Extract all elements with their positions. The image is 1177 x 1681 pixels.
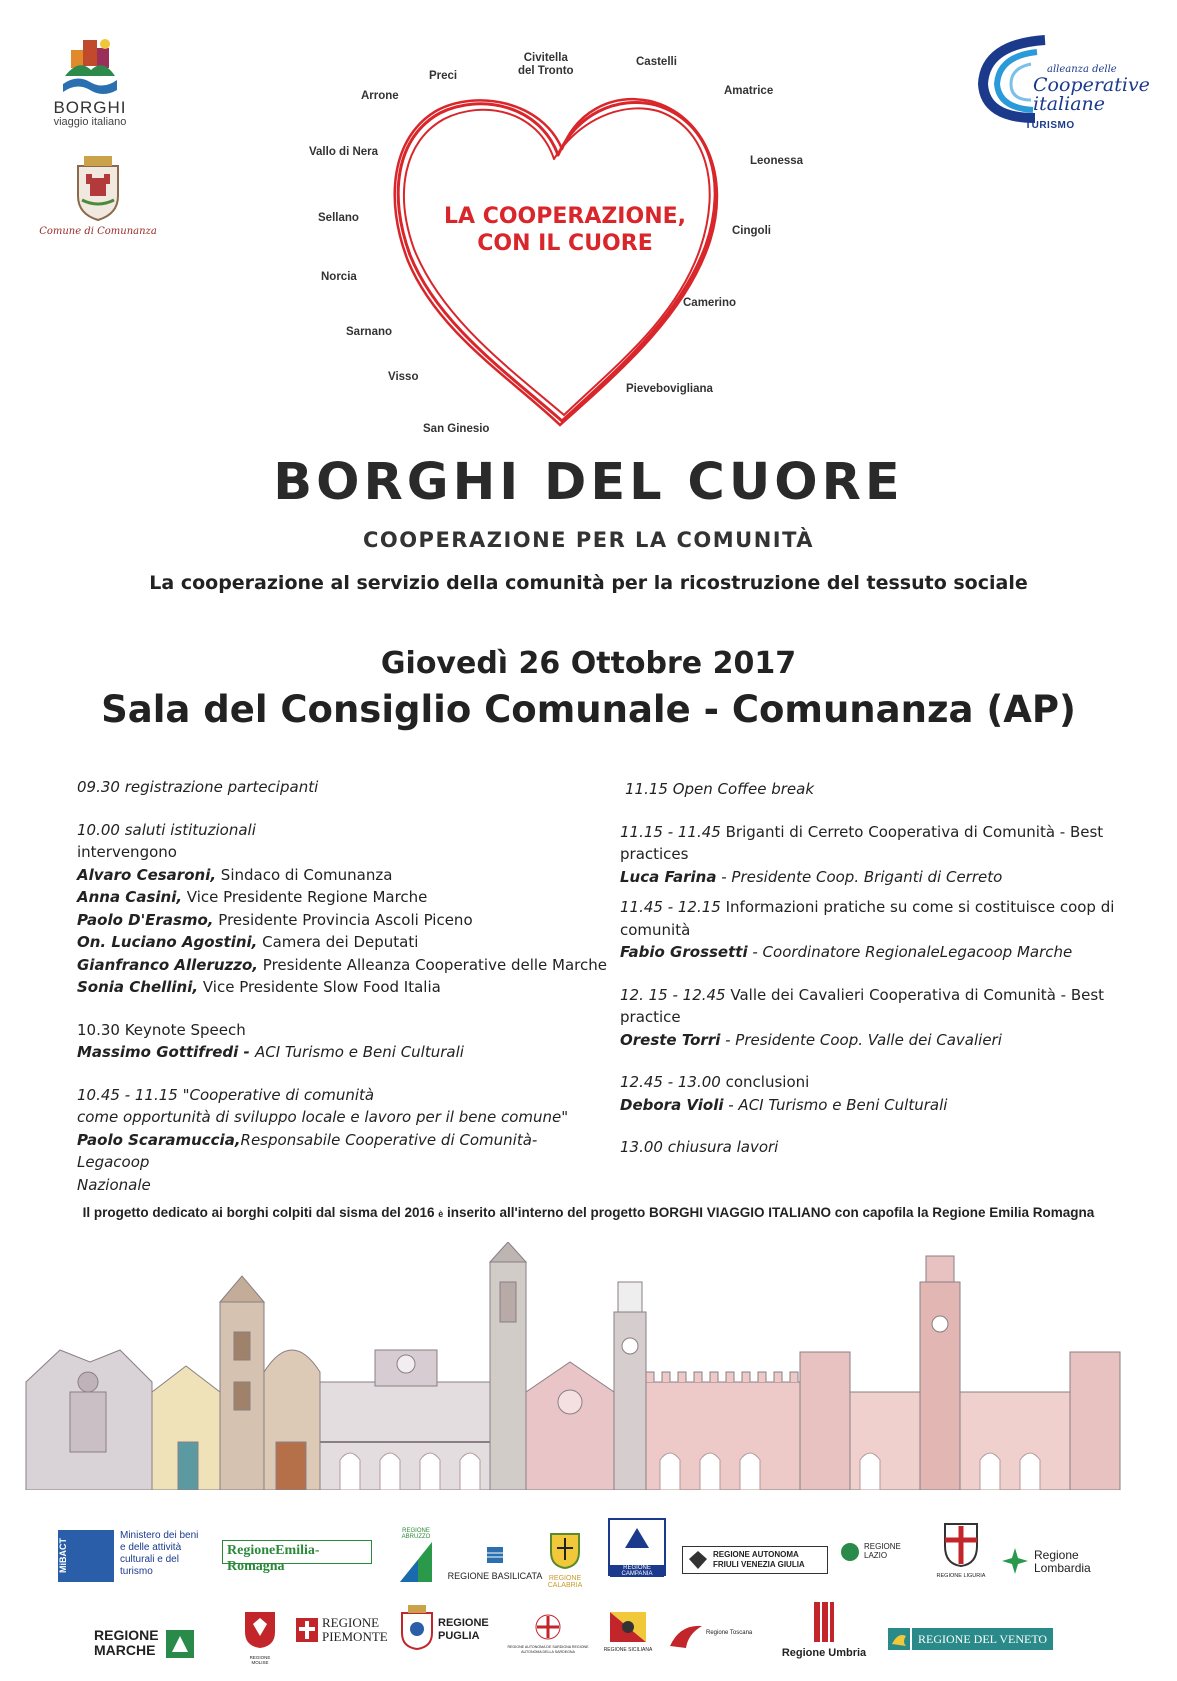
emilia-logo: RegioneEmilia-Romagna (222, 1540, 372, 1564)
town-camerino: Camerino (683, 297, 737, 309)
town-leonessa: Leonessa (750, 155, 804, 167)
program-item-keynote (77, 1019, 607, 1064)
aci-small-text: alleanza delle (1047, 64, 1117, 75)
marche-text1: REGIONE (94, 1627, 159, 1643)
cavalieri-title: Valle dei Cavalieri Cooperativa di Comunità - Best practice (620, 985, 1105, 1026)
piemonte-text2: PIEMONTE (322, 1629, 388, 1644)
greetings-text: 10.00 saluti istituzionali (77, 820, 256, 839)
conclusions-title: conclusioni (720, 1073, 810, 1091)
keynote-name: Massimo Gottifredi - (77, 1043, 255, 1061)
piemonte-text1: REGIONE (322, 1615, 380, 1630)
info-title: Informazioni pratiche su come si costituisce coop di comunità (620, 898, 1115, 939)
notice-part2: è (438, 1209, 444, 1219)
town-civitella-line2: del Tronto (518, 65, 574, 77)
marche-text2: MARCHE (94, 1642, 156, 1658)
molise-logo (242, 1610, 278, 1665)
heart-slogan-line2: CON IL CUORE (477, 231, 653, 256)
fvg-text1: REGIONE AUTONOMA (713, 1550, 799, 1559)
basilicata-text: REGIONE BASILICATA (447, 1571, 543, 1581)
calabria-logo (542, 1530, 588, 1589)
umbria-text: Regione Umbria (781, 1647, 867, 1659)
town-preci: Preci (429, 70, 458, 82)
toscana-pegasus-icon (668, 1620, 704, 1650)
comune-name: Comune di Comunanza (39, 226, 157, 237)
borghi-sub: viaggio italiano (53, 116, 127, 128)
info-name: Fabio Grossetti (620, 943, 748, 961)
liguria-icon (941, 1520, 981, 1568)
speaker-name: Sonia Chellini, (77, 978, 199, 996)
program-right-column (620, 778, 1130, 1159)
town-norcia: Norcia (321, 271, 357, 283)
program-item-conclusions (620, 1071, 1130, 1116)
aci-line2: italiane (1033, 93, 1106, 115)
speaker-row (77, 976, 607, 999)
toscana-logo (668, 1620, 764, 1650)
molise-icon (243, 1610, 277, 1650)
speaker-role: Sindaco di Comunanza (216, 865, 393, 884)
borghi-logo-icon (61, 36, 119, 98)
marche-icon (166, 1630, 194, 1658)
comune-crest-icon (70, 152, 126, 222)
info-time: 11.45 - 12.15 (620, 898, 721, 916)
notice-part1: Il progetto dedicato ai borghi colpiti dal sisma del 2016 (82, 1205, 439, 1220)
town-cingoli: Cingoli (732, 225, 771, 237)
sicilia-trinacria-icon (610, 1612, 646, 1642)
piemonte-icon (296, 1618, 318, 1642)
page-subtitle: COOPERAZIONE PER LA COMUNITÀ (362, 528, 815, 552)
intervengono-text: intervengono (77, 843, 177, 861)
abruzzo-text: REGIONE ABRUZZO (401, 1528, 431, 1540)
cavalieri-name: Oreste Torri (620, 1030, 721, 1049)
conclusions-name: Debora Violi (620, 1095, 724, 1114)
speaker-row (77, 886, 607, 909)
town-vallo-di-nera: Vallo di Nera (309, 146, 379, 158)
town-arrone: Arrone (361, 90, 399, 102)
town-amatrice: Amatrice (724, 85, 774, 97)
liguria-logo (936, 1520, 986, 1579)
calabria-icon (547, 1530, 583, 1570)
veneto-text: REGIONE DEL VENETO (912, 1628, 1053, 1650)
mibact-text: Ministero dei beni e delle attività culturali e del turismo (120, 1530, 199, 1577)
speaker-role: Camera dei Deputati (257, 933, 419, 951)
program-item-talk (77, 1084, 607, 1197)
abruzzo-logo (396, 1528, 436, 1588)
lazio-logo (840, 1542, 918, 1564)
puglia-logo (400, 1605, 490, 1655)
heart-slogan (420, 203, 710, 257)
briganti-role: - Presidente Coop. Briganti di Cerreto (716, 867, 1003, 886)
cavalieri-time: 12. 15 - 12.45 (620, 985, 726, 1004)
speaker-name: Paolo D'Erasmo, (77, 910, 214, 929)
end-text: 13.00 chiusura lavori (620, 1138, 779, 1156)
event-venue: Sala del Consiglio Comunale - Comunanza (AP) (101, 688, 1076, 731)
town-sellano: Sellano (318, 212, 359, 224)
lazio-text2: LAZIO (864, 1551, 888, 1560)
campania-logo (608, 1518, 666, 1576)
conclusions-role: - ACI Turismo e Beni Culturali (723, 1095, 948, 1114)
speaker-name: Alvaro Cesaroni, (77, 865, 217, 884)
speaker-row (77, 909, 607, 932)
talk-role: Responsabile Cooperative di Comunità- Legacoop (77, 1130, 538, 1171)
talk-line2: come opportunità di sviluppo locale e lavoro per il bene comune" (77, 1108, 569, 1126)
town-civitella-line1: Civitella (523, 52, 568, 64)
speaker-role: Vice Presidente Slow Food Italia (198, 978, 441, 996)
marche-logo (94, 1628, 204, 1664)
speaker-role: Presidente Alleanza Cooperative delle Marche (258, 955, 607, 974)
lombardia-text2: Lombardia (1034, 1561, 1091, 1575)
speaker-row (77, 954, 607, 977)
speaker-name: On. Luciano Agostini, (77, 933, 258, 951)
keynote-text: 10.30 Keynote Speech (77, 1020, 246, 1039)
fvg-text2: FRIULI VENEZIA GIULIA (713, 1560, 805, 1569)
conclusions-time: 12.45 - 13.00 (620, 1073, 721, 1091)
cavalieri-role: - Presidente Coop. Valle dei Cavalieri (720, 1030, 1002, 1049)
mibact-logo (58, 1530, 208, 1590)
program-item-briganti (620, 821, 1130, 889)
event-date: Giovedì 26 Ottobre 2017 (380, 646, 797, 681)
town-visso: Visso (388, 371, 419, 383)
sicilia-text: REGIONE SICILIANA (603, 1647, 653, 1653)
speaker-name: Gianfranco Alleruzzo, (77, 955, 259, 974)
program-item-greetings (77, 819, 607, 999)
puglia-icon (400, 1605, 434, 1651)
puglia-text2: PUGLIA (438, 1630, 480, 1642)
town-sarnano: Sarnano (346, 326, 393, 338)
briganti-time: 11.15 - 11.45 (620, 822, 721, 841)
notice-part3: inserito all'interno del progetto BORGHI VIAGGIO ITALIANO con capofila la Regione Emilia Romagna (443, 1205, 1095, 1220)
abruzzo-icon (398, 1540, 434, 1584)
speaker-name: Anna Casini, (77, 888, 183, 906)
sardegna-logo (506, 1614, 590, 1655)
program-item-cavalieri (620, 984, 1130, 1052)
info-role: - Coordinatore RegionaleLegacoop Marche (747, 943, 1073, 961)
puglia-text1: REGIONE (438, 1617, 489, 1629)
briganti-name: Luca Farina (620, 867, 717, 886)
aci-turismo: TURISMO (1025, 120, 1075, 131)
program-item-end (620, 1136, 1130, 1159)
program-item-coffee (625, 778, 1130, 801)
mibact-mark: MiBACT (58, 1530, 114, 1582)
page-tagline: La cooperazione al servizio della comunità per la ricostruzione del tessuto sociale (149, 572, 1028, 594)
aci-line1: Cooperative (1033, 74, 1150, 96)
town-civitella (518, 52, 574, 78)
basilicata-icon (485, 1545, 505, 1565)
calabria-text: REGIONE CALABRIA (547, 1575, 583, 1589)
program-item-registration (77, 776, 607, 799)
briganti-title: Briganti di Cerreto Cooperativa di Comunità - Best practices (620, 822, 1104, 863)
heart-slogan-line1: LA COOPERAZIONE, (443, 204, 686, 229)
keynote-role: ACI Turismo e Beni Culturali (254, 1043, 464, 1061)
speaker-row (77, 931, 607, 954)
aci-name (1033, 76, 1150, 114)
lombardia-rose-icon (1000, 1546, 1030, 1576)
umbria-icon (812, 1602, 836, 1642)
borghi-name: BORGHI (53, 98, 127, 117)
lazio-text1: REGIONE (864, 1542, 901, 1551)
talk-role-line2: Nazionale (77, 1175, 151, 1194)
aci-logo (975, 34, 1150, 134)
veneto-logo (888, 1628, 1058, 1650)
page-title: BORGHI DEL CUORE (273, 453, 904, 512)
lombardia-logo (1000, 1546, 1120, 1580)
basilicata-logo (445, 1545, 545, 1582)
sardegna-icon (535, 1614, 561, 1640)
skyline-illustration (20, 1242, 1160, 1490)
comune-logo (36, 152, 160, 237)
registration-text: 09.30 registrazione partecipanti (77, 778, 319, 796)
town-san-ginesio: San Ginesio (423, 423, 490, 435)
town-castelli: Castelli (636, 56, 677, 68)
talk-name: Paolo Scaramuccia, (77, 1130, 241, 1149)
project-notice (0, 1205, 1177, 1220)
speaker-role: Presidente Provincia Ascoli Piceno (213, 910, 473, 929)
fvg-eagle-icon (687, 1549, 709, 1571)
talk-line1: 10.45 - 11.15 "Cooperative di comunità (77, 1085, 375, 1104)
fvg-logo (682, 1546, 828, 1574)
sicilia-logo (602, 1612, 654, 1653)
program-left-column (77, 776, 607, 1216)
speaker-row (77, 864, 607, 887)
speaker-role: Vice Presidente Regione Marche (182, 888, 428, 906)
lombardia-text1: Regione (1034, 1548, 1079, 1562)
veneto-lion-icon (888, 1628, 910, 1650)
liguria-text: REGIONE LIGURIA (936, 1573, 986, 1579)
campania-icon (617, 1520, 657, 1560)
lazio-icon (840, 1542, 860, 1562)
piemonte-logo (296, 1615, 388, 1646)
campania-text: REGIONE CAMPANIA (610, 1565, 664, 1577)
town-pievebovigliana: Pievebovigliana (626, 383, 713, 395)
coffee-text: 11.15 Open Coffee break (625, 780, 815, 798)
umbria-logo (774, 1602, 874, 1659)
sardegna-text: REGIONE AUTONOMA DE SARDIGNA REGIONE AUTONOMA DELLA SARDEGNA (507, 1645, 589, 1654)
program-item-info (620, 896, 1130, 964)
molise-text: REGIONE MOLISE (249, 1655, 271, 1665)
toscana-text: Regione Toscana (706, 1630, 753, 1636)
borghi-logo (50, 36, 130, 128)
